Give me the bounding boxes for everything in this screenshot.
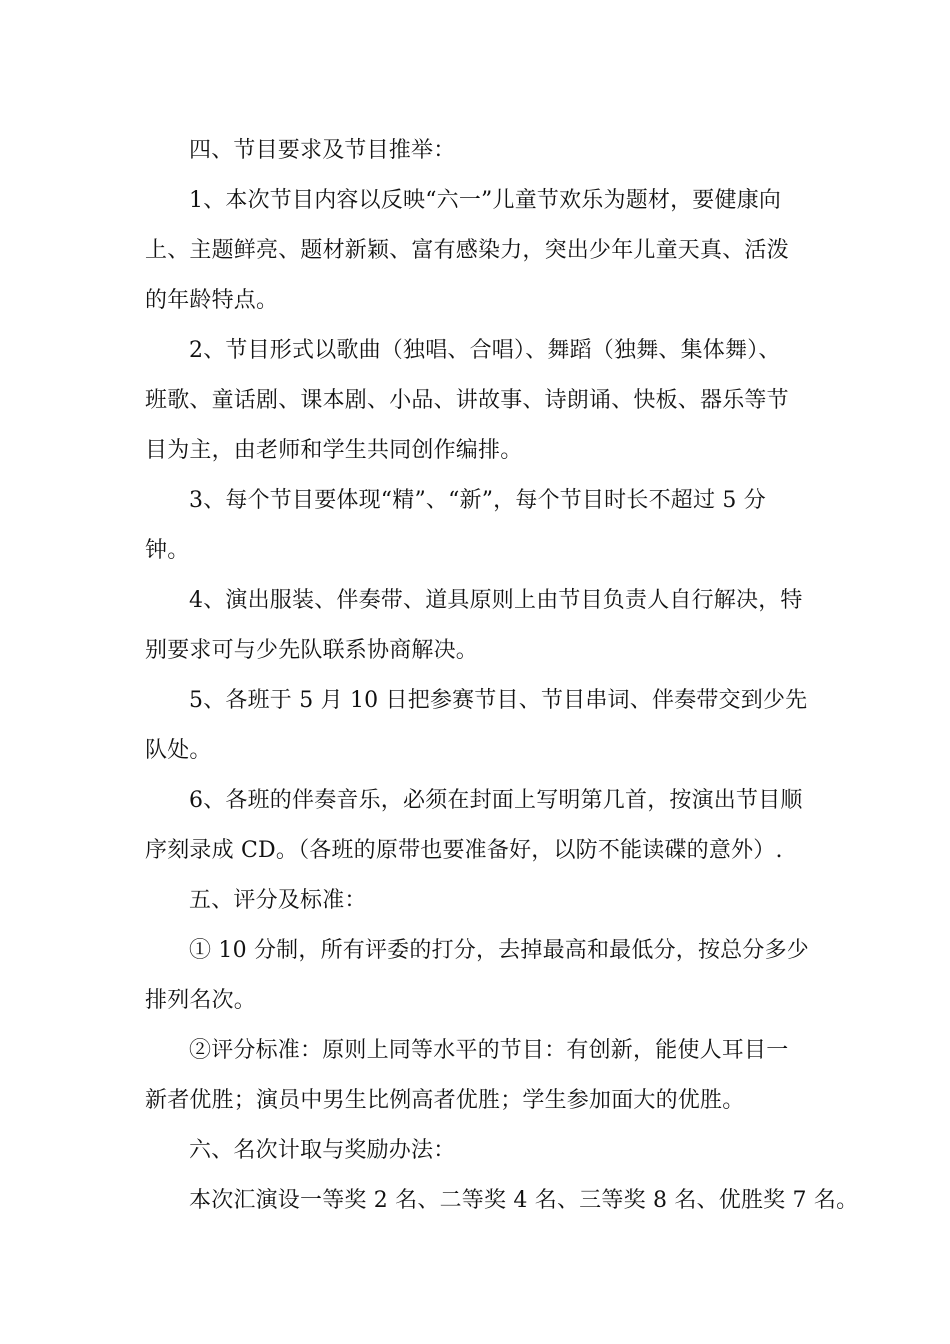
paragraph-line: 2、节目形式以歌曲（独唱、合唱）、舞蹈（独舞、集体舞）、	[189, 338, 781, 363]
heading-text: 四、节目要求及节目推举：	[189, 138, 456, 163]
section-4-heading	[145, 126, 817, 176]
paragraph-line: 4、演出服装、伴奏带、道具原则上由节目负责人自行解决，特	[189, 588, 803, 613]
paragraph-line: 本次汇演设一等奖 2 名、二等奖 4 名、三等奖 8 名、优胜奖 7 名。	[189, 1188, 859, 1213]
paragraph-line: 新者优胜；演员中男生比例高者优胜；学生参加面大的优胜。	[145, 1088, 745, 1113]
paragraph-line: 排列名次。	[145, 988, 257, 1013]
paragraph-line: 队处。	[145, 738, 212, 763]
paragraph-item-6	[145, 776, 817, 876]
heading-text: 五、评分及标准：	[189, 888, 367, 913]
paragraph-item-1	[145, 176, 817, 326]
paragraph-rule-2	[145, 1026, 817, 1126]
paragraph-awards	[145, 1176, 859, 1226]
paragraph-rule-1	[145, 926, 817, 1026]
paragraph-line: 6、各班的伴奏音乐，必须在封面上写明第几首，按演出节目顺	[189, 788, 803, 813]
paragraph-line: 的年龄特点。	[145, 288, 279, 313]
paragraph-line: 3、每个节目要体现“精”、“新”，每个节目时长不超过 5 分	[189, 488, 766, 513]
paragraph-item-2	[145, 326, 817, 476]
paragraph-line: 钟。	[145, 538, 190, 563]
paragraph-line: ②评分标准：原则上同等水平的节目：有创新，能使人耳目一	[189, 1038, 789, 1063]
heading-text: 六、名次计取与奖励办法：	[189, 1138, 456, 1163]
paragraph-item-3	[145, 476, 817, 576]
paragraph-line: 上、主题鲜亮、题材新颖、富有感染力，突出少年儿童天真、活泼	[145, 238, 789, 263]
paragraph-item-5	[145, 676, 817, 776]
section-5-heading	[145, 876, 817, 926]
paragraph-line: 别要求可与少先队联系协商解决。	[145, 638, 479, 663]
paragraph-item-4	[145, 576, 817, 676]
paragraph-line: 序刻录成 CD。（各班的原带也要准备好，以防不能读碟的意外）.	[145, 838, 783, 863]
paragraph-line: 目为主，由老师和学生共同创作编排。	[145, 438, 523, 463]
paragraph-line: 5、各班于 5 月 10 日把参赛节目、节目串词、伴奏带交到少先	[189, 688, 808, 713]
section-6-heading	[145, 1126, 817, 1176]
paragraph-line: ① 10 分制，所有评委的打分，去掉最高和最低分，按总分多少	[189, 938, 809, 963]
paragraph-line: 1、本次节目内容以反映“六一”儿童节欢乐为题材，要健康向	[189, 188, 782, 213]
paragraph-line: 班歌、童话剧、课本剧、小品、讲故事、诗朗诵、快板、器乐等节	[145, 388, 789, 413]
